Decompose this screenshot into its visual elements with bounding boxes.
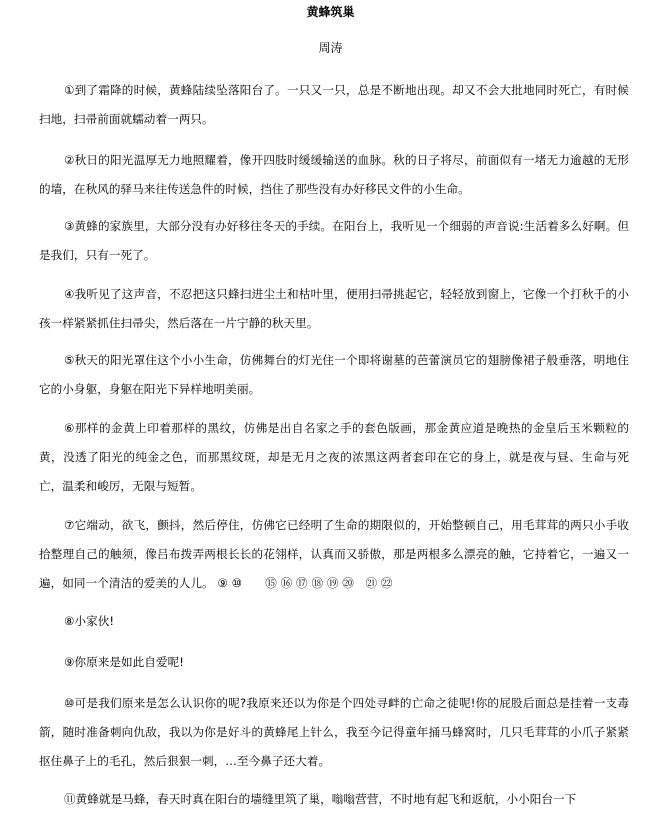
paragraph-9: ⑨你原来是如此自爱呢! (64, 655, 184, 669)
paragraph-3: ③黄蜂的家族里，大部分没有办好移往冬天的手续。在阳台上，我听见一个细弱的声音说:生活着多么好啊。但是我们，只有一死了。 (39, 219, 629, 262)
paragraph-2: ②秋日的阳光温厚无力地照耀着，像开四肢时缓缓输送的血脉。秋的日子将尽，前面似有一堵无力逾越的无形的墙，在秋风的驿马来往传送急件的时候，挡住了那些没有办好移民文件的小生命。 (39, 153, 629, 196)
paragraph-6: ⑥那样的金黄上印着那样的黑纹，仿佛是出自名家之手的套色版画，那金黄应道是晚热的金皇后玉米颗粒的黄，没透了阳光的纯金之色，而那黑纹斑，却是无月之夜的浓黑这两者套印在它的身上，就是夜与昼、生命与死亡，温柔和峻厉，无限与短暂。 (39, 421, 629, 493)
document-author: 周涛 (318, 41, 343, 55)
paragraph-5: ⑤秋天的阳光罩住这个小小生命，仿佛舞台的灯光住一个即将谢墓的芭蕾演员它的翅膀像裙子般垂落，明地住它的小身躯，身躯在阳光下异样地明美丽。 (39, 353, 629, 396)
paragraph-10: ⑩可是我们原来是怎么认识你的呢?我原来还以为你是个四处寻衅的亡命之徒呢!你的屁股后面总是挂着一支毒箭，随时准备刺向仇敌，我以为你是好斗的黄蜂尾上针么，我至今记得童年捅马蜂窝时，几只毛茸茸的小爪子紧紧抠住鼻子上的毛孔，然后狠狠一刺，…至今鼻子还大着。 (39, 696, 629, 768)
paragraph-11: ⑪黄蜂就是马蜂，春天时真在阳台的墙缝里筑了巢，嗡嗡营营，不时地有起飞和返航，小小阳台一下 (64, 792, 577, 806)
paragraph-8: ⑧小家伙! (64, 614, 115, 628)
paragraph-4: ④我听见了这声音，不忍把这只蜂扫进尘土和枯叶里，便用扫帚挑起它，轻轻放到窗上，它像一个打秋千的小孩一样紧紧抓住扫帚尖，然后落在一片宁静的秋天里。 (39, 287, 629, 330)
paragraph-1: ①到了霜降的时候，黄蜂陆续坠落阳台了。一只又一只，总是不断地出现。却又不会大批地同时死亡，有时候扫地，扫帚前面就蠕动着一两只。 (39, 83, 629, 126)
paragraph-7: ⑦它端动，欲飞，颤抖，然后停住，仿佛它已经明了生命的期限似的，开始整顿自己，用毛茸茸的两只小手收拾整理自己的触须，像吕布拨弄两根长长的花翎样，认真而又骄傲，那是两根多么漂亮的触，它持着它，一遍又一遍，如同一个清洁的爱美的人儿。 ⑨ ⑩ ⑮ ⑯ ⑰ ⑱ ⑲ ⑳ ㉑ ㉒ (39, 518, 629, 590)
document-title: 黄蜂筑巢 (306, 5, 355, 19)
